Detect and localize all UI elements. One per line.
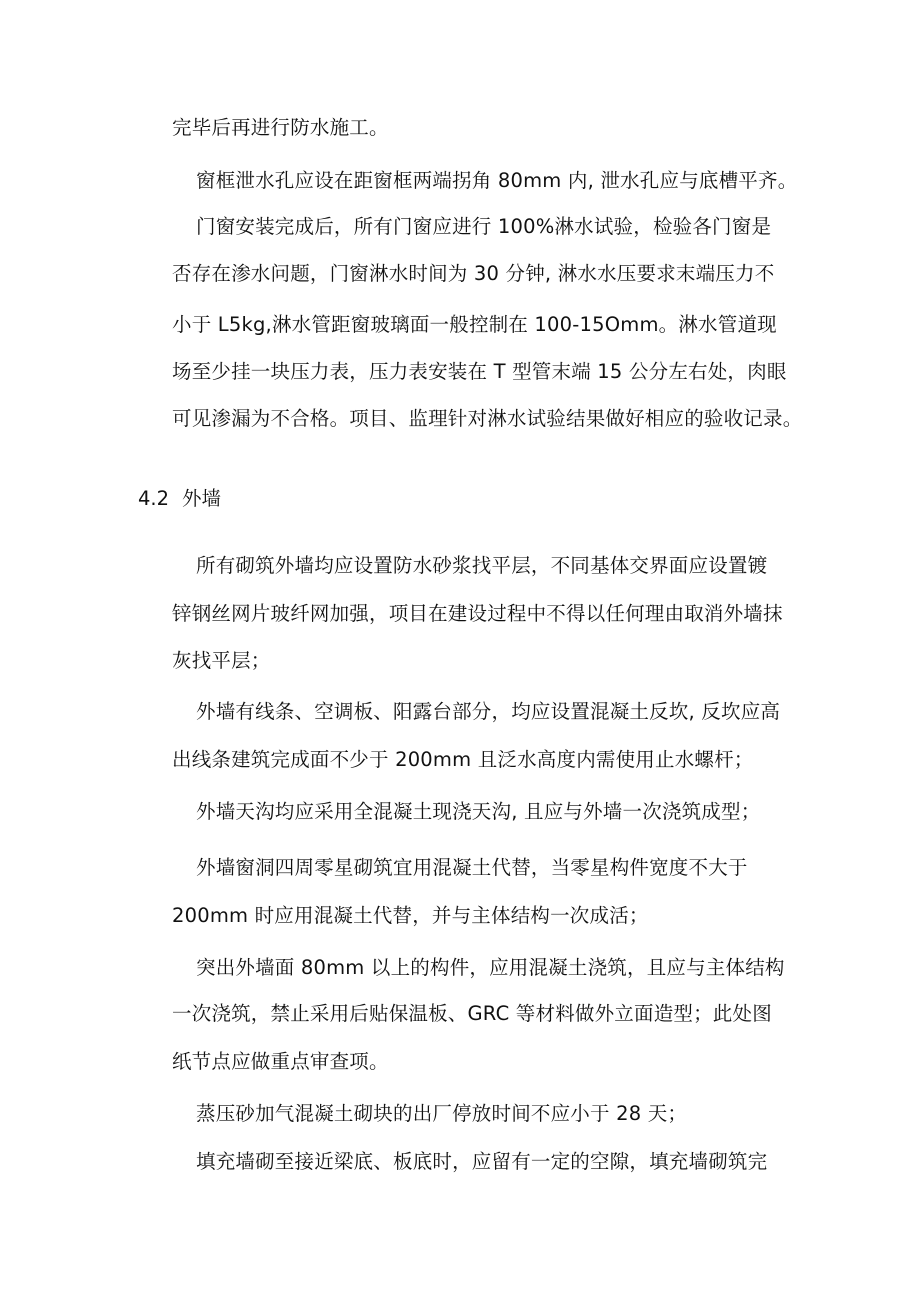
paragraph-line: 灰找平层； [172, 649, 271, 672]
paragraph-line: 200mm 时应用混凝土代替，并与主体结构一次成活； [172, 904, 649, 927]
section-heading [138, 485, 221, 513]
paragraph-line: 窗框泄水孔应设在距窗框两端拐角 80mm 内, 泄水孔应与底槽平齐。 [196, 169, 798, 192]
paragraph-line: 出线条建筑完成面不少于 200mm 且泛水高度内需使用止水螺杆； [172, 748, 754, 771]
paragraph-line: 外墙窗洞四周零星砌筑宜用混凝土代替，当零星构件宽度不大于 [196, 856, 748, 879]
paragraph-line: 小于 L5kg,淋水管距窗玻璃面一般控制在 100-15Omm。淋水管道现 [172, 313, 777, 336]
paragraph-line: 纸节点应做重点审查项。 [172, 1050, 389, 1073]
paragraph-line: 突出外墙面 80mm 以上的构件，应用混凝土浇筑，且应与主体结构 [196, 956, 785, 979]
paragraph-line: 否存在渗水问题，门窗淋水时间为 30 分钟, 淋水水压要求末端压力不 [172, 262, 775, 285]
paragraph-line: 门窗安装完成后，所有门窗应进行 100%淋水试验，检验各门窗是 [196, 215, 772, 238]
paragraph-line: 完毕后再进行防水施工。 [172, 116, 389, 139]
paragraph-line: 锌钢丝网片玻纤网加强，项目在建设过程中不得以任何理由取消外墙抹 [172, 602, 783, 625]
paragraph-line: 外墙天沟均应采用全混凝土现浇天沟, 且应与外墙一次浇筑成型； [196, 800, 761, 823]
paragraph-line: 场至少挂一块压力表，压力表安装在 T 型管末端 15 公分左右处，肉眼 [172, 360, 787, 383]
section-number: 4.2 [138, 487, 170, 510]
paragraph-line: 可见渗漏为不合格。项目、监理针对淋水试验结果做好相应的验收记录。 [172, 407, 803, 430]
paragraph-line: 填充墙砌至接近梁底、板底时，应留有一定的空隙，填充墙砌筑完 [196, 1150, 768, 1173]
paragraph-line: 所有砌筑外墙均应设置防水砂浆找平层，不同基体交界面应设置镀 [196, 554, 768, 577]
paragraph-line: 一次浇筑，禁止采用后贴保温板、GRC 等材料做外立面造型；此处图 [172, 1002, 772, 1025]
section-title: 外墙 [182, 487, 222, 510]
paragraph-line: 蒸压砂加气混凝土砌块的出厂停放时间不应小于 28 天； [196, 1102, 688, 1125]
paragraph-line: 外墙有线条、空调板、阳露台部分，均应设置混凝土反坎, 反坎应高 [196, 700, 781, 723]
